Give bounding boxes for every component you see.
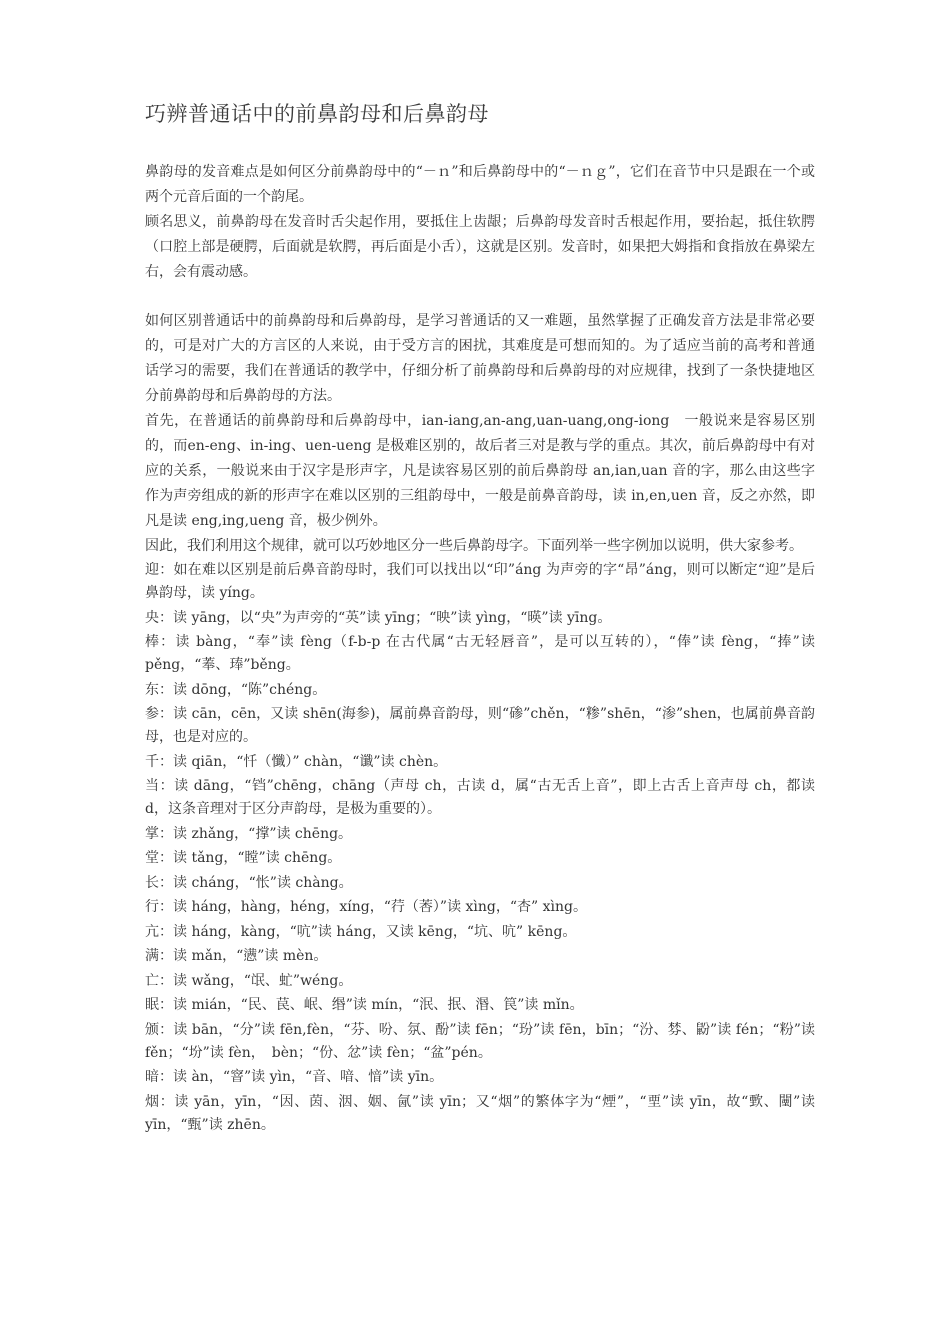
example-entry: 眠：读 mián，“民、苠、岷、缗”读 mín，“泯、抿、湣、笢”读 mǐn。 (145, 997, 584, 1013)
example-entry: 暗：读 àn，“窨”读 yìn，“音、喑、愔”读 yīn。 (145, 1069, 444, 1085)
example-entry: 满：读 mǎn，“懑”读 mèn。 (145, 948, 328, 964)
example-entry: 行：读 háng，hàng，héng，xíng，“荇（莕）”读 xìng，“杏” xìng。 (145, 899, 587, 915)
document-page (145, 100, 815, 1138)
intro-paragraph: 鼻韵母的发音难点是如何区分前鼻韵母中的“－ｎ”和后鼻韵母中的“－ｎｇ”，它们在音节中只是跟在一个或两个元音后面的一个韵尾。 (145, 164, 815, 205)
example-entry: 央：读 yāng，以“央”为声旁的“英”读 yīng；“映”读 yìng，“暎”读 yīng。 (145, 609, 612, 626)
body-paragraph: 因此，我们利用这个规律，就可以巧妙地区分一些后鼻韵母字。下面列举一些字例加以说明，供大家参考。 (145, 538, 803, 554)
example-entry: 长：读 cháng，“怅”读 chàng。 (145, 874, 353, 891)
example-entry: 亢：读 háng，kàng，“吭”读 háng，又读 kēng，“坑、吭” kēng。 (145, 923, 577, 940)
example-entry: 掌：读 zhǎng，“撑”读 chēng。 (145, 825, 353, 842)
document-title: 巧辨普通话中的前鼻韵母和后鼻韵母 (145, 102, 489, 126)
example-entry: 东：读 dōng，“陈”chéng。 (145, 681, 327, 698)
paragraph-gap (145, 285, 815, 309)
example-entry: 当：读 dāng，“铛”chēng，chāng（声母 ch，古读 d，属“古无舌上音”，即上古舌上音声母 ch，都读 d，这条音理对于区分声韵母，是极为重要的）。 (145, 778, 815, 817)
example-entry: 堂：读 tǎng，“瞠”读 chēng。 (145, 850, 342, 866)
example-entry: 亡：读 wǎng，“氓、虻”wéng。 (145, 972, 353, 989)
example-entry: 参：读 cān，cēn，又读 shēn(海参)，属前鼻音韵母，则“碜”chěn，“糁”shēn，“渗”shen，也属前鼻音韵母，也是对应的。 (145, 706, 815, 745)
body-paragraph: 如何区别普通话中的前鼻韵母和后鼻韵母，是学习普通话的又一难题，虽然掌握了正确发音方法是非常必要的，可是对广大的方言区的人来说，由于受方言的困扰，其难度是可想而知的。为了适应当前的高考和普通话学习的需要，我们在普通话的教学中，仔细分析了前鼻韵母和后鼻韵母的对应规律，找到了一条快捷地区分前鼻韵母和后鼻韵母的方法。 (145, 313, 815, 404)
example-entry: 迎：如在难以区别是前后鼻音韵母时，我们可以找出以“印”áng 为声旁的字“昂”áng，则可以断定“迎”是后鼻韵母，读 yíng。 (145, 562, 815, 601)
body-paragraph: 首先，在普通话的前鼻韵母和后鼻韵母中，ian-iang,an-ang,uan-uang,ong-iong 一般说来是容易区别的，而en-eng、in-ing、uen-ueng 是极难区别的，故后者三对是教与学的重点。其次，前后鼻韵母中有对应的关系，一般说来由于汉字是形声字，凡是读容易区别的前后鼻韵母 an,ian,uan 音的字，那么由这些字作为声旁组成的新的形声字在难以区别的三组韵母中，一般是前鼻音韵母，读 in,en,uen 音，反之亦然，即凡是读 eng,ing,ueng 音，极少例外。 (145, 413, 815, 529)
example-entry: 颁：读 bān，“分”读 fēn,fèn，“芬、吩、氛、酚”读 fēn；“玢”读 fēn，bīn；“汾、棼、鼢”读 fén；“粉”读 fěn；“坋”读 fèn， bèn；“份、忿”读 fèn；“盆”pén。 (145, 1021, 815, 1061)
example-entry: 棒：读 bàng，“奉”读 fèng（f-b-p 在古代属“古无轻唇音”，是可以互转的），“俸”读 fèng，“捧”读 pěng，“菶、琫”běng。 (145, 634, 815, 673)
example-entry: 千：读 qiān，“忏（懺）” chàn，“谶”读 chèn。 (145, 753, 448, 770)
intro-paragraph: 顾名思义，前鼻韵母在发音时舌尖起作用，要抵住上齿龈；后鼻韵母发音时舌根起作用，要抬起，抵住软腭（口腔上部是硬腭，后面就是软腭，再后面是小舌），这就是区别。发音时，如果把大姆指和食指放在鼻梁左右，会有震动感。 (145, 214, 815, 280)
example-entry: 烟：读 yān，yīn，“因、茵、洇、姻、氤”读 yīn；又“烟”的繁体字为“煙”，“垔”读 yīn，故“歅、闉”读 yīn，“甄”读 zhēn。 (145, 1093, 815, 1133)
